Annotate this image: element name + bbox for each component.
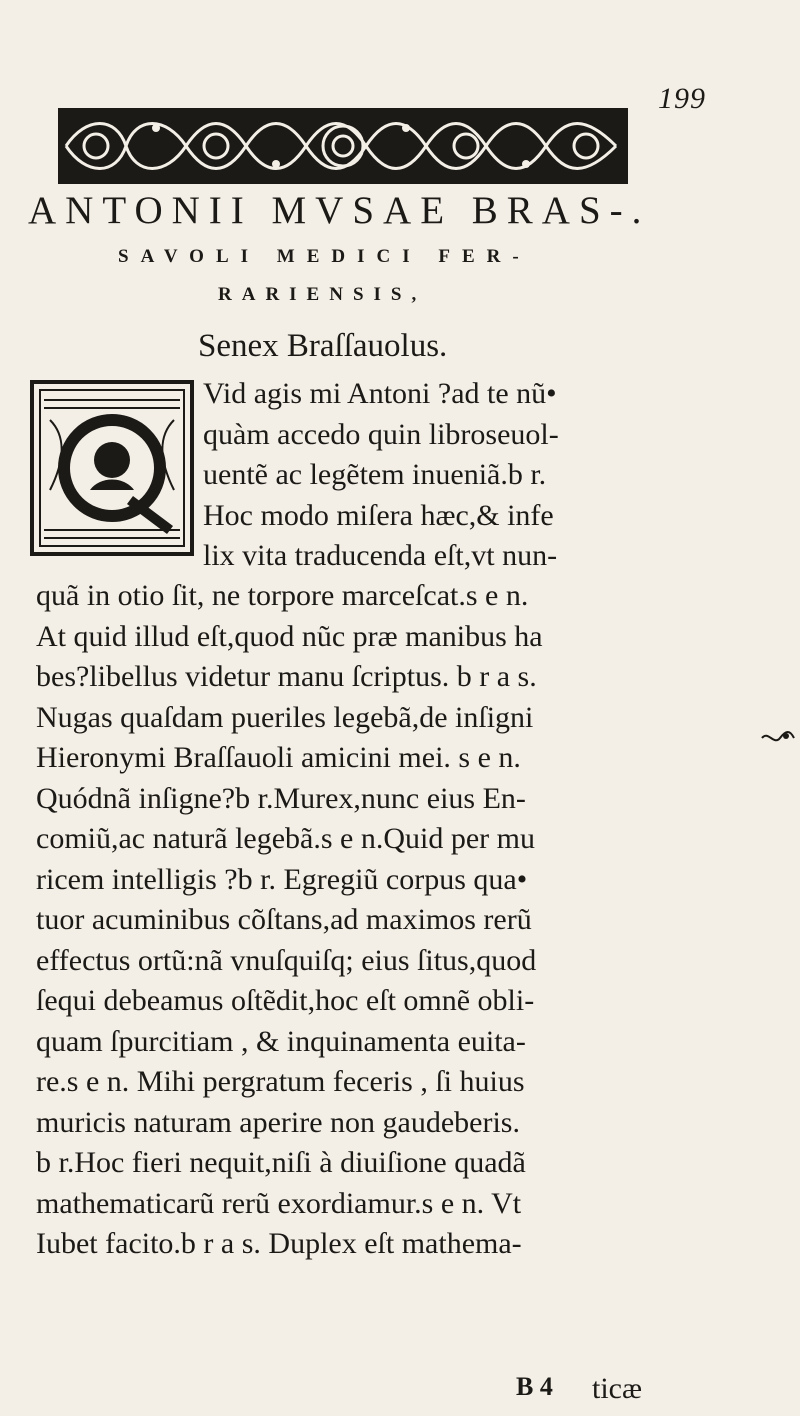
- title-line-3: RARIENSIS,: [218, 284, 427, 305]
- text-line: ſequi debeamus oſtẽdit,hoc eſt omnẽ obli-: [36, 984, 535, 1017]
- text-line: Nugas quaſdam pueriles legebã,de inſigni: [36, 700, 534, 734]
- text-line: quàm accedo quin libroseuol-: [203, 417, 559, 451]
- text-block-indented: [203, 374, 643, 577]
- ornamental-initial-q-icon: [30, 380, 194, 556]
- text-line: Hieronymi Braſſauoli amicini mei. s e n.: [36, 741, 521, 774]
- page-number: 199: [658, 82, 706, 115]
- text-line: quam ſpurcitiam , & inquinamenta euita-: [36, 1024, 526, 1058]
- text-line: Iubet facito.b r a s. Duplex eſt mathema-: [36, 1227, 522, 1260]
- signature-mark: B 4: [516, 1372, 553, 1401]
- catchword: ticæ: [592, 1372, 642, 1405]
- text-line: muricis naturam aperire non gaudeberis.: [36, 1105, 520, 1139]
- text-line: Quódnã inſigne?b r.Murex,nunc eius En-: [36, 781, 526, 815]
- footer-line: [36, 1372, 696, 1412]
- title-line-4: Senex Braſſauolus.: [198, 328, 448, 364]
- text-line: quã in otio ſit, ne torpore marceſcat.s e n.: [36, 579, 529, 612]
- text-line: Vid agis mi Antoni ?ad te nũ•: [203, 377, 557, 410]
- text-block-main: [36, 576, 736, 1265]
- text-line: uentẽ ac legẽtem inueniã.b r.: [203, 458, 547, 491]
- text-line: b r.Hoc fieri nequit,niſi à diuiſione quadã: [36, 1146, 526, 1179]
- text-line: re.s e n. Mihi pergratum feceris , ſi huius: [36, 1065, 525, 1098]
- margin-ornament-icon: [760, 728, 796, 748]
- text-line: lix vita traducenda eſt,vt nun-: [203, 539, 558, 572]
- text-line: bes?libellus videtur manu ſcriptus. b r a s.: [36, 660, 537, 693]
- text-line: ricem intelligis ?b r. Egregiũ corpus qua•: [36, 862, 528, 896]
- title-line-1: ANTONII MVSAE BRAS-.: [28, 189, 651, 232]
- text-line: comiũ,ac naturã legebã.s e n.Quid per mu: [36, 822, 535, 855]
- text-line: Hoc modo miſera hæc,& infe: [203, 498, 554, 532]
- text-line: tuor acuminibus cõſtans,ad maximos rerũ: [36, 903, 532, 936]
- text-line: At quid illud eſt,quod nũc præ manibus ha: [36, 619, 543, 653]
- text-line: mathematicarũ rerũ exordiamur.s e n. Vt: [36, 1186, 522, 1220]
- ornamental-headpiece-icon: [56, 106, 630, 186]
- title-line-2: SAVOLI MEDICI FER-: [118, 246, 531, 267]
- text-line: effectus ortũ:nã vnuſquiſq; eius ſitus,quod: [36, 943, 537, 977]
